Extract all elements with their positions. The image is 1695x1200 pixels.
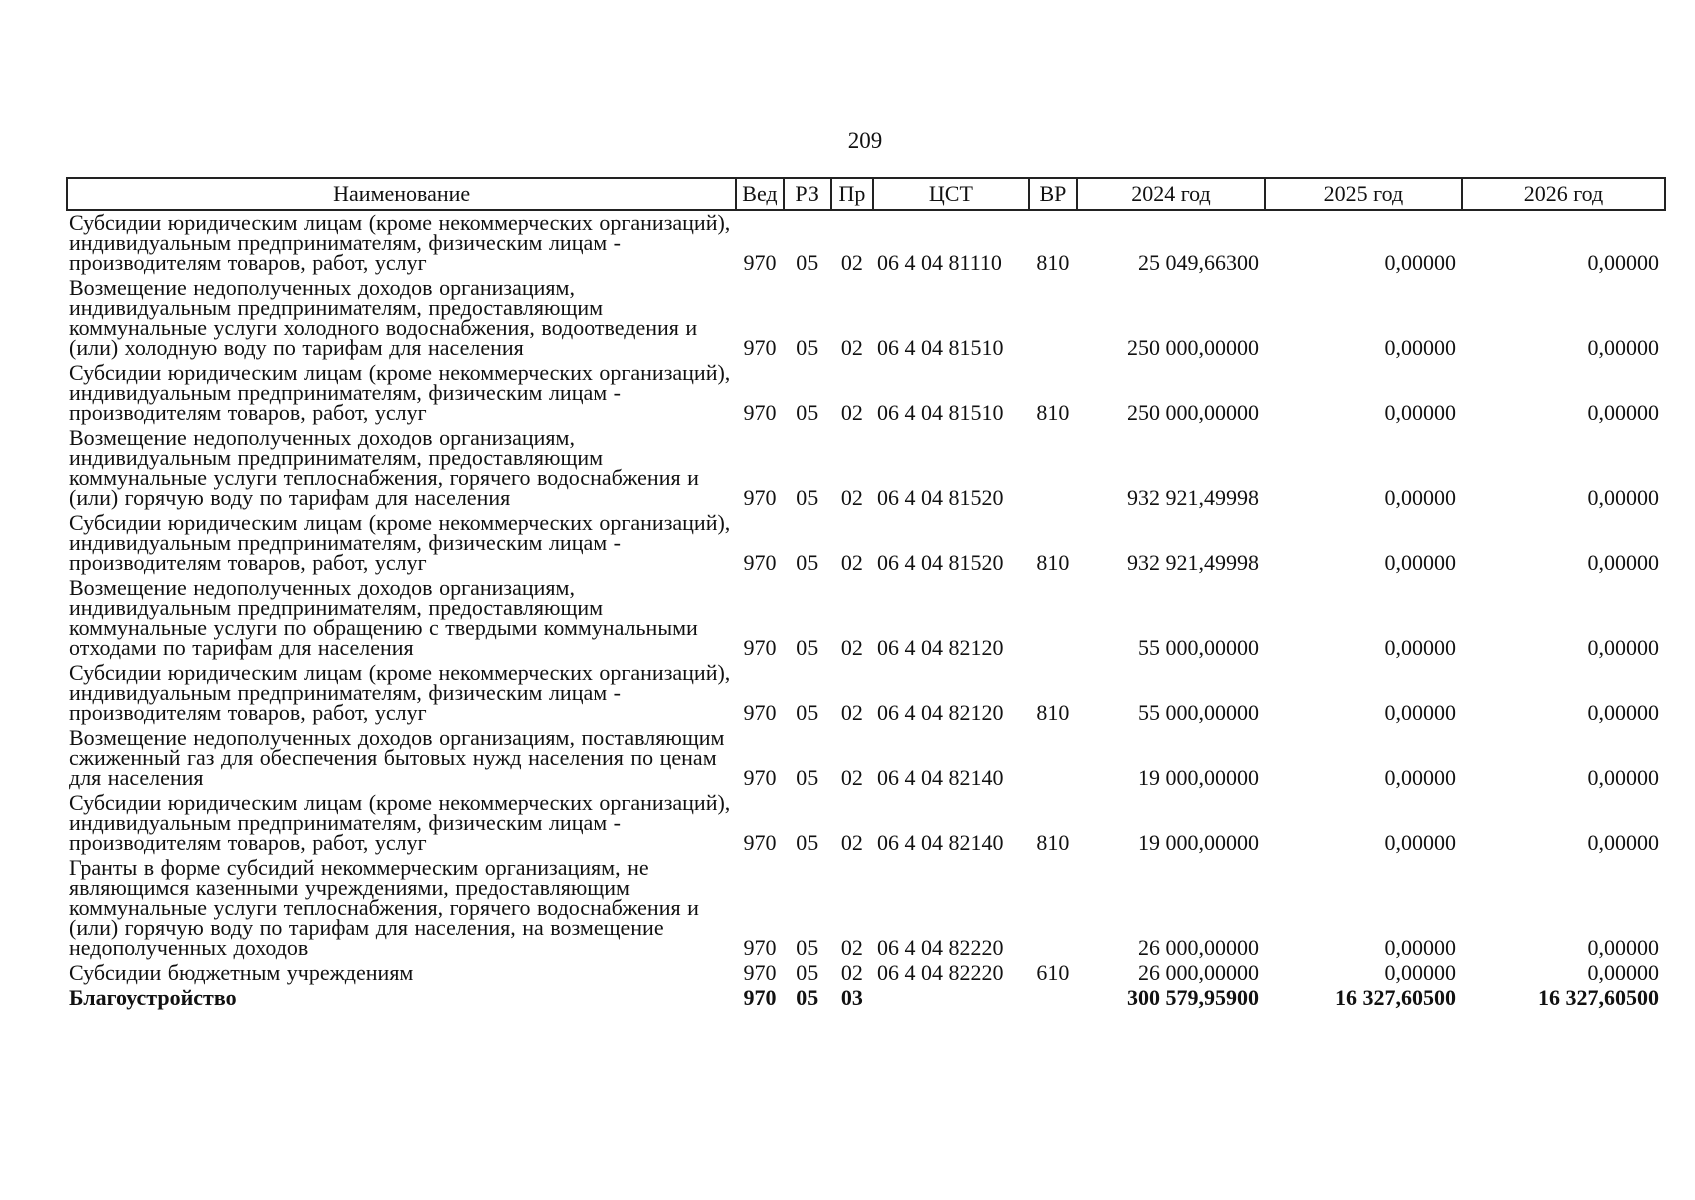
row-amount-2026: 0,00000 [1587,550,1659,575]
row-ved: 970 [743,485,777,510]
row-name: Возмещение недополученных доходов организациям, индивидуальным предпринимателям, предоставляющим коммунальные услуги теплоснабжения, горячего водоснабжения и (или) горячую воду по тарифам для населения [69,425,699,510]
table-row [67,961,1665,986]
row-rz: 05 [796,550,819,575]
row-rz: 05 [796,335,819,360]
row-amount-2026: 0,00000 [1587,635,1659,660]
row-amount-2025: 0,00000 [1384,400,1456,425]
row-vr: 810 [1036,250,1070,275]
row-amount-2025: 0,00000 [1384,335,1456,360]
row-name: Возмещение недополученных доходов организациям, индивидуальным предпринимателям, предоставляющим коммунальные услуги по обращению с твердыми коммунальными отходами по тарифам для населения [69,575,698,660]
row-amount-2026: 0,00000 [1587,700,1659,725]
table-row [67,661,1665,726]
row-amount-2024: 932 921,49998 [1126,550,1259,575]
row-pr: 02 [840,765,863,790]
row-name: Возмещение недополученных доходов организациям, поставляющим сжиженный газ для обеспечения бытовых нужд населения по ценам для населения [69,725,725,790]
row-amount-2024: 26 000,00000 [1137,935,1259,960]
row-name: Субсидии юридическим лицам (кроме некоммерческих организаций), индивидуальным предпринимателям, физическим лицам - производителям товаров, работ, услуг [69,660,731,725]
row-name: Субсидии юридическим лицам (кроме некоммерческих организаций), индивидуальным предпринимателям, физическим лицам - производителям товаров, работ, услуг [69,360,731,425]
row-name: Субсидии юридическим лицам (кроме некоммерческих организаций), индивидуальным предпринимателям, физическим лицам - производителям товаров, работ, услуг [69,510,731,575]
row-ved: 970 [743,550,777,575]
row-vr: 810 [1036,700,1070,725]
row-ved: 970 [743,960,777,985]
row-pr: 02 [840,550,863,575]
row-pr: 02 [840,830,863,855]
row-amount-2024: 55 000,00000 [1137,635,1259,660]
row-amount-2026: 0,00000 [1587,485,1659,510]
row-vr [1029,426,1077,511]
row-ved: 970 [743,985,777,1010]
row-pr: 02 [840,400,863,425]
row-vr: 810 [1036,830,1070,855]
row-ved: 970 [743,935,777,960]
row-cst: 06 4 04 82220 [877,935,1004,960]
row-cst: 06 4 04 81520 [877,550,1004,575]
header-rz: РЗ [784,178,831,210]
row-name: Субсидии юридическим лицам (кроме некоммерческих организаций), индивидуальным предпринимателям, физическим лицам - производителям товаров, работ, услуг [69,210,731,275]
row-pr: 02 [840,935,863,960]
row-amount-2025: 0,00000 [1384,250,1456,275]
row-vr [1029,726,1077,791]
row-amount-2024: 19 000,00000 [1137,765,1259,790]
row-cst: 06 4 04 82140 [877,830,1004,855]
row-vr [1029,856,1077,961]
row-pr: 02 [840,960,863,985]
table-row [67,276,1665,361]
row-cst: 06 4 04 81520 [877,485,1004,510]
row-amount-2024: 26 000,00000 [1137,960,1259,985]
header-2024: 2024 год [1077,178,1265,210]
row-amount-2024: 250 000,00000 [1126,335,1259,360]
row-cst: 06 4 04 81510 [877,400,1004,425]
table-row [67,856,1665,961]
row-amount-2026: 0,00000 [1587,400,1659,425]
table-row [67,511,1665,576]
row-rz: 05 [796,765,819,790]
row-vr: 810 [1036,550,1070,575]
row-amount-2026: 0,00000 [1587,250,1659,275]
budget-table [66,177,1666,1011]
table-row [67,210,1665,276]
row-ved: 970 [743,830,777,855]
row-vr: 610 [1036,960,1070,985]
row-cst: 06 4 04 82140 [877,765,1004,790]
row-amount-2025: 0,00000 [1384,550,1456,575]
row-ved: 970 [743,700,777,725]
row-rz: 05 [796,250,819,275]
row-cst [873,986,1029,1011]
row-name: Гранты в форме субсидий некоммерческим организациям, не являющимся казенными учреждениями, предоставляющим коммунальные услуги теплоснабжения, горячего водоснабжения и (или) горячую воду по тарифам для населения, на возмещение недополученных доходов [69,855,699,960]
row-amount-2024: 250 000,00000 [1126,400,1259,425]
table-row [67,791,1665,856]
row-amount-2024: 19 000,00000 [1137,830,1259,855]
row-amount-2026: 16 327,60500 [1538,985,1659,1010]
row-pr: 02 [840,250,863,275]
table-row [67,361,1665,426]
header-pr: Пр [831,178,873,210]
row-ved: 970 [743,400,777,425]
header-vr: ВР [1029,178,1077,210]
row-name: Субсидии юридическим лицам (кроме некоммерческих организаций), индивидуальным предпринимателям, физическим лицам - производителям товаров, работ, услуг [69,790,731,855]
row-pr: 02 [840,335,863,360]
header-2026: 2026 год [1462,178,1665,210]
row-ved: 970 [743,765,777,790]
row-amount-2024: 932 921,49998 [1126,485,1259,510]
row-amount-2025: 0,00000 [1384,960,1456,985]
row-ved: 970 [743,635,777,660]
row-name: Возмещение недополученных доходов организациям, индивидуальным предпринимателям, предоставляющим коммунальные услуги холодного водоснабжения, водоотведения и (или) холодную воду по тарифам для населения [69,275,698,360]
row-amount-2025: 16 327,60500 [1334,985,1456,1010]
header-name: Наименование [67,178,736,210]
row-amount-2026: 0,00000 [1587,935,1659,960]
row-vr [1029,986,1077,1011]
page-number: 209 [847,128,883,153]
header-row [67,178,1665,210]
row-rz: 05 [796,830,819,855]
row-pr: 03 [840,985,863,1010]
row-cst: 06 4 04 82120 [877,635,1004,660]
row-amount-2025: 0,00000 [1384,765,1456,790]
table-row [67,986,1665,1011]
row-amount-2024: 300 579,95900 [1126,985,1259,1010]
header-2025: 2025 год [1265,178,1462,210]
row-name: Субсидии бюджетным учреждениям [69,960,414,985]
row-rz: 05 [796,485,819,510]
row-pr: 02 [840,485,863,510]
header-cst: ЦСТ [873,178,1029,210]
row-amount-2025: 0,00000 [1384,485,1456,510]
row-name: Благоустройство [69,985,237,1010]
row-amount-2024: 55 000,00000 [1137,700,1259,725]
row-cst: 06 4 04 82120 [877,700,1004,725]
row-pr: 02 [840,635,863,660]
row-cst: 06 4 04 81510 [877,335,1004,360]
row-amount-2026: 0,00000 [1587,830,1659,855]
table-row [67,426,1665,511]
row-rz: 05 [796,935,819,960]
row-cst: 06 4 04 82220 [877,960,1004,985]
table-body [67,210,1665,1011]
row-ved: 970 [743,250,777,275]
row-amount-2026: 0,00000 [1587,765,1659,790]
row-amount-2025: 0,00000 [1384,830,1456,855]
row-amount-2024: 25 049,66300 [1137,250,1259,275]
row-amount-2025: 0,00000 [1384,700,1456,725]
row-cst: 06 4 04 81110 [877,250,1002,275]
table-header [67,178,1665,210]
row-amount-2025: 0,00000 [1384,935,1456,960]
table-row [67,576,1665,661]
row-rz: 05 [796,635,819,660]
table-row [67,726,1665,791]
row-rz: 05 [796,960,819,985]
row-rz: 05 [796,400,819,425]
row-pr: 02 [840,700,863,725]
row-vr [1029,576,1077,661]
row-amount-2026: 0,00000 [1587,960,1659,985]
row-vr [1029,276,1077,361]
row-amount-2026: 0,00000 [1587,335,1659,360]
row-ved: 970 [743,335,777,360]
row-rz: 05 [796,985,819,1010]
header-ved: Вед [736,178,783,210]
row-rz: 05 [796,700,819,725]
row-vr: 810 [1036,400,1070,425]
row-amount-2025: 0,00000 [1384,635,1456,660]
